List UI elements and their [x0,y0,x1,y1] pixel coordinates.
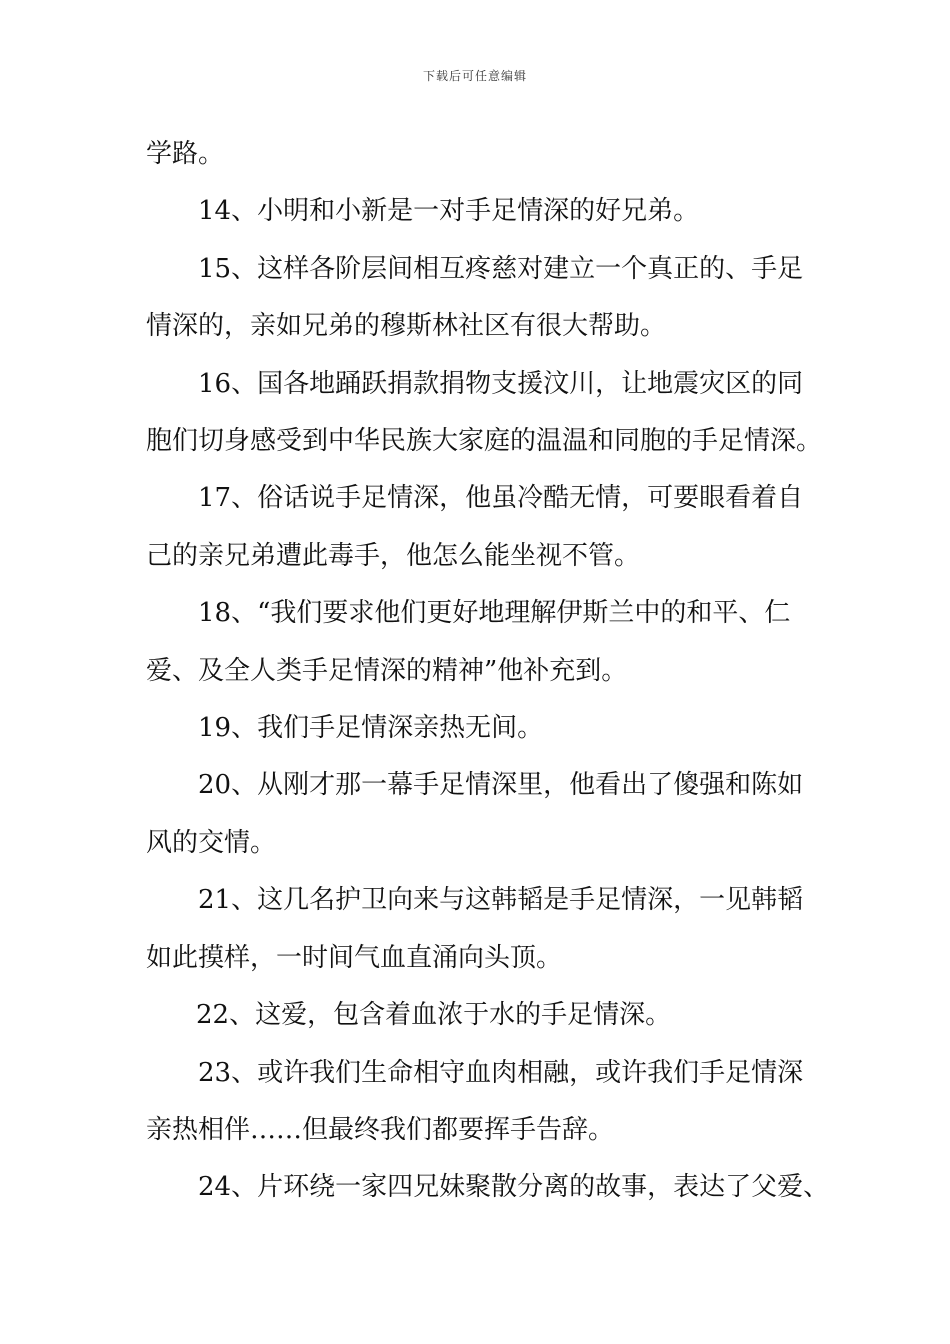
text-line: 胞们切身感受到中华民族大家庭的温温和同胞的手足情深。 [146,426,823,457]
text-line: 18、“我们要求他们更好地理解伊斯兰中的和平、仁 [198,598,791,629]
text-line: 如此摸样，一时间气血直涌向头顶。 [146,942,563,973]
text-line: 16、国各地踊跃捐款捐物支援汶川，让地震灾区的同 [198,368,804,399]
text-line: 19、我们手足情深亲热无间。 [198,713,544,744]
text-line: 24、片环绕一家四兄妹聚散分离的故事，表达了父爱、 [198,1172,830,1203]
text-line: 亲热相伴……但最终我们都要挥手告辞。 [146,1114,615,1145]
text-line: 己的亲兄弟遭此毒手，他怎么能坐视不管。 [146,540,641,571]
document-body [146,126,830,1217]
text-line: 爱、及全人类手足情深的精神”他补充到。 [146,655,628,686]
text-line: 15、这样各阶层间相互疼慈对建立一个真正的、手足 [198,253,804,284]
text-line: 20、从刚才那一幕手足情深里，他看出了傻强和陈如 [198,770,804,801]
page-header: 下载后可任意编辑 [422,69,527,83]
text-line: 23、或许我们生命相守血肉相融，或许我们手足情深 [198,1057,804,1088]
text-line: 风的交情。 [146,827,277,858]
text-line: 22、这爱，包含着血浓于水的手足情深。 [196,1000,672,1031]
text-line: 17、俗话说手足情深，他虽冷酷无情，可要眼看着自 [198,483,804,514]
text-line: 14、小明和小新是一对手足情深的好兄弟。 [198,196,700,227]
text-line: 学路。 [146,139,225,169]
text-line: 情深的，亲如兄弟的穆斯林社区有很大帮助。 [146,311,667,342]
text-line: 21、这几名护卫向来与这韩韬是手足情深，一见韩韬 [198,885,804,916]
